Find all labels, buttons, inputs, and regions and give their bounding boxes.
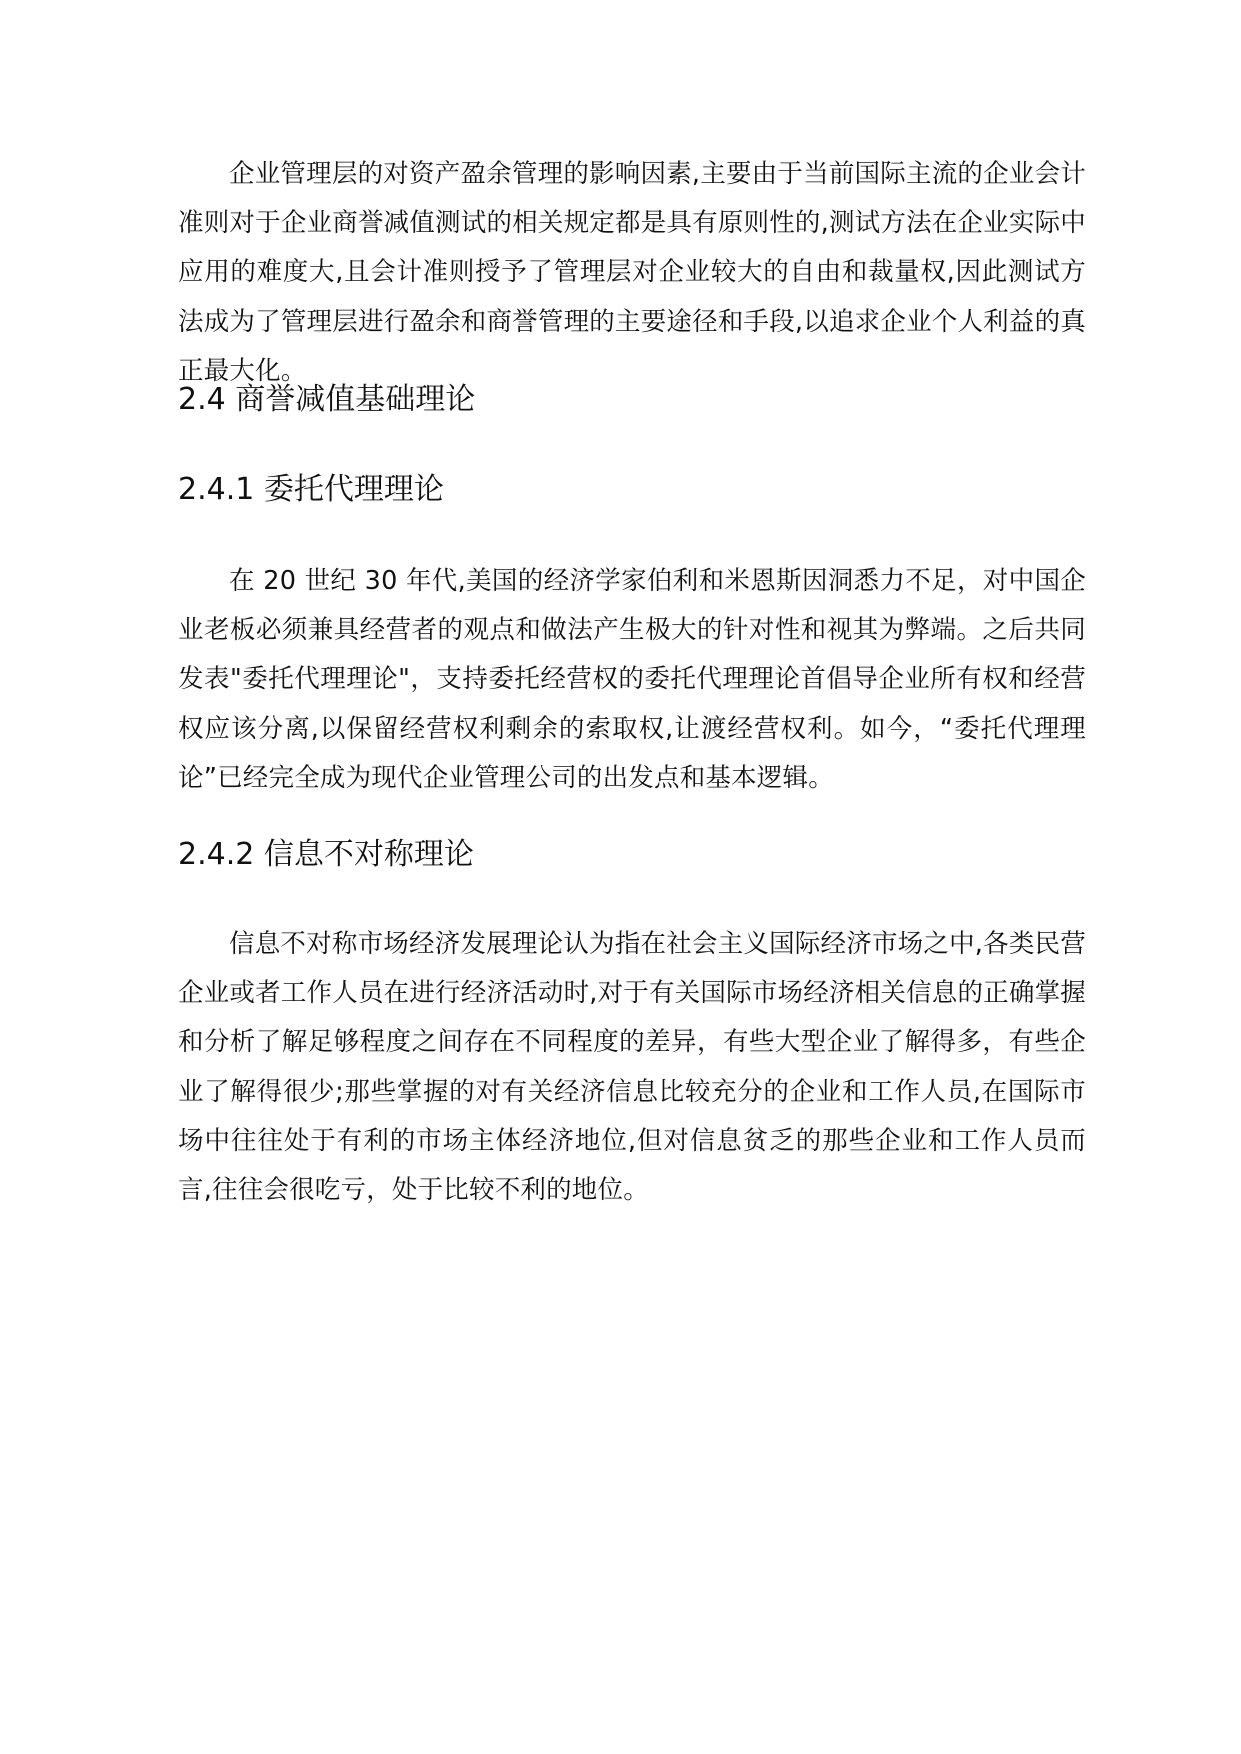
section-heading-2-4-1: 2.4.1 委托代理理论 (178, 472, 444, 507)
paragraph-principal-agent-theory: 在 20 世纪 30 年代,美国的经济学家伯利和米恩斯因洞悉力不足，对中国企业老板必须兼具经营者的观点和做法产生极大的针对性和视其为弊端。之后共同发表"委托代理理论"，支持委托经营权的委托代理理论首倡导企业所有权和经营权应该分离,以保留经营权利剩余的索取权,让渡经营权利。如今，“委托代理理论”已经完全成为现代企业管理公司的出发点和基本逻辑。 (178, 566, 1086, 793)
paragraph-goodwill-management: 企业管理层的对资产盈余管理的影响因素,主要由于当前国际主流的企业会计准则对于企业商誉减值测试的相关规定都是具有原则性的,测试方法在企业实际中应用的难度大,且会计准则授予了管理层对企业较大的自由和裁量权,因此测试方法成为了管理层进行盈余和商誉管理的主要途径和手段,以追求企业个人利益的真正最大化。 (178, 159, 1086, 386)
section-heading-2-4: 2.4 商誉减值基础理论 (178, 382, 476, 417)
paragraph-information-asymmetry-theory: 信息不对称市场经济发展理论认为指在社会主义国际经济市场之中,各类民营企业或者工作人员在进行经济活动时,对于有关国际市场经济相关信息的正确掌握和分析了解足够程度之间存在不同程度的差异，有些大型企业了解得多，有些企业了解得很少;那些掌握的对有关经济信息比较充分的企业和工作人员,在国际市场中往往处于有利的市场主体经济地位,但对信息贫乏的那些企业和工作人员而言,往往会很吃亏，处于比较不利的地位。 (178, 929, 1086, 1206)
section-heading-2-4-2: 2.4.2 信息不对称理论 (178, 837, 474, 872)
